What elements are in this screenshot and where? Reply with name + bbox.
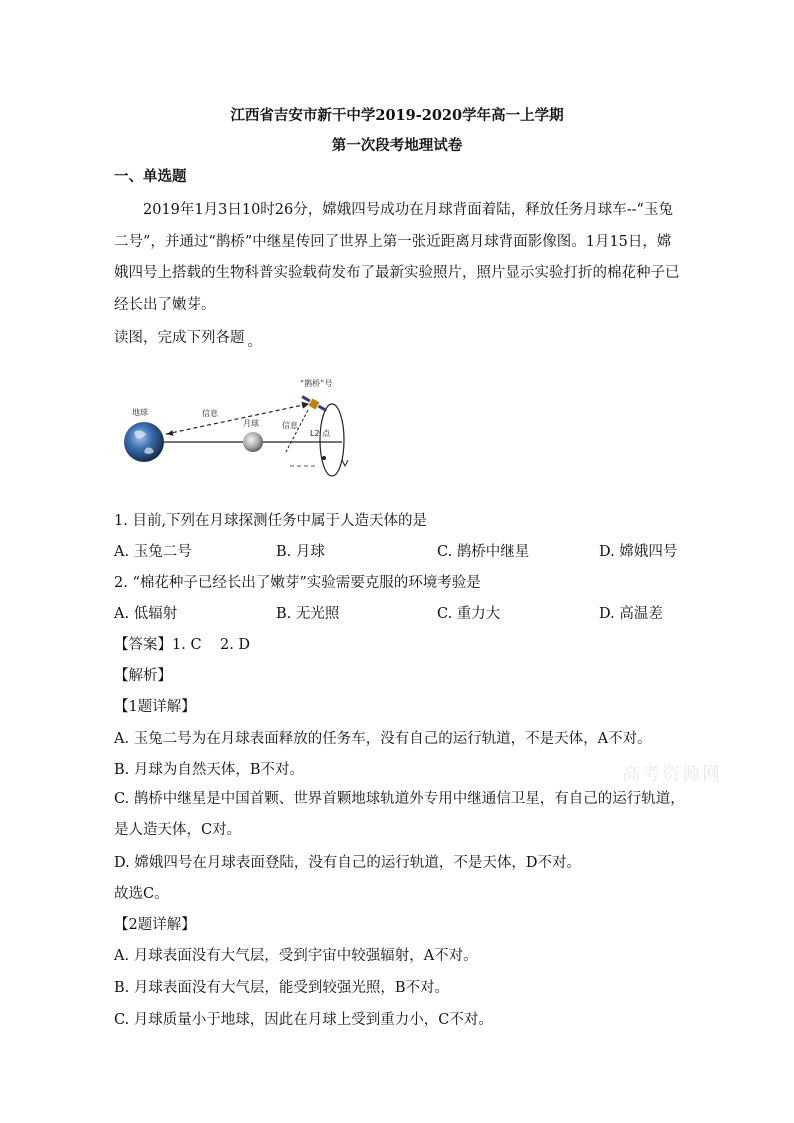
page-title: 江西省吉安市新干中学2019-2020学年高一上学期 [230,107,564,124]
q2-option-b: B. 无光照 [276,606,340,622]
q1-option-d: D. 嫦娥四号 [599,544,678,560]
instruction-text: 读图，完成下列各题 [114,330,245,346]
q1-option-b: B. 月球 [276,544,325,560]
q1-detail-conclusion: 故选C。 [114,886,169,902]
q2-option-a: A. 低辐射 [114,606,178,622]
passage-text: 2019年1月3日10时26分，嫦娥四号成功在月球背面着陆，释放任务月球车--“玉兔二号”，并通过“鹊桥”中继星传回了世界上第一张近距离月球背面影像图。1月15日，嫦娥四号上搭载的生物科普实验载荷发布了最新实验照片，照片显示实验打折的棉花种子已经长出了嫩芽。 [114,202,680,313]
instruction-line [114,326,262,350]
relay-satellite-icon [301,395,327,412]
page-subtitle: 第一次段考地理试卷 [331,137,463,154]
q2-detail-header: 【2题详解】 [114,917,196,933]
moon-icon [243,432,263,452]
q2-option-c: C. 重力大 [437,606,501,622]
answer-line: 【答案】1. C 2. D [114,637,251,653]
instruction-mark: 。 [247,334,262,350]
q1-detail-line: B. 月球为自然天体，B不对。 [114,762,305,778]
info-label-left: 信息 [202,409,218,418]
section-heading: 一、单选题 [114,168,187,185]
q1-detail-line: D. 嫦娥四号在月球表面登陆，没有自己的运行轨道，不是天体，D不对。 [114,855,581,871]
info-link-moon-satellite [286,410,308,452]
q1-detail-header: 【1题详解】 [114,699,196,715]
question-1-stem: 1. 目前,下列在月球探测任务中属于人造天体的是 [114,513,428,529]
q2-detail-line: A. 月球表面没有大气层，受到宇宙中较强辐射，A不对。 [114,948,478,964]
earth-icon [124,422,164,462]
halo-orbit [320,404,344,476]
q1-detail-line: C. 鹊桥中继星是中国首颗、世界首颗地球轨道外专用中继通信卫星，有自己的运行轨道，是人造天体，C对。 [114,791,685,838]
q1-detail-line: A. 玉兔二号为在月球表面释放的任务车，没有自己的运行轨道，不是天体，A不对。 [114,731,652,747]
earth-label: 地球 [132,408,148,417]
watermark: 高考资源网 [622,764,722,785]
satellite-label: “鹊桥”号 [300,379,333,388]
q2-detail-line: B. 月球表面没有大气层，能受到较强光照，B不对。 [114,980,450,996]
analysis-label: 【解析】 [114,668,172,684]
l2-point-marker [322,456,326,460]
question-2-stem: 2. “棉花种子已经长出了嫩芽”实验需要克服的环境考验是 [114,575,481,591]
info-label-right: 信息 [282,421,298,430]
q2-detail-line: C. 月球质量小于地球，因此在月球上受到重力小，C不对。 [114,1012,493,1028]
earth-moon-relay-diagram [110,370,370,480]
l2-label: L2 点 [310,429,331,438]
moon-label: 月球 [243,419,259,428]
q1-option-a: A. 玉兔二号 [114,544,192,560]
q1-option-c: C. 鹊桥中继星 [437,544,530,560]
q2-option-d: D. 高温差 [599,606,663,622]
